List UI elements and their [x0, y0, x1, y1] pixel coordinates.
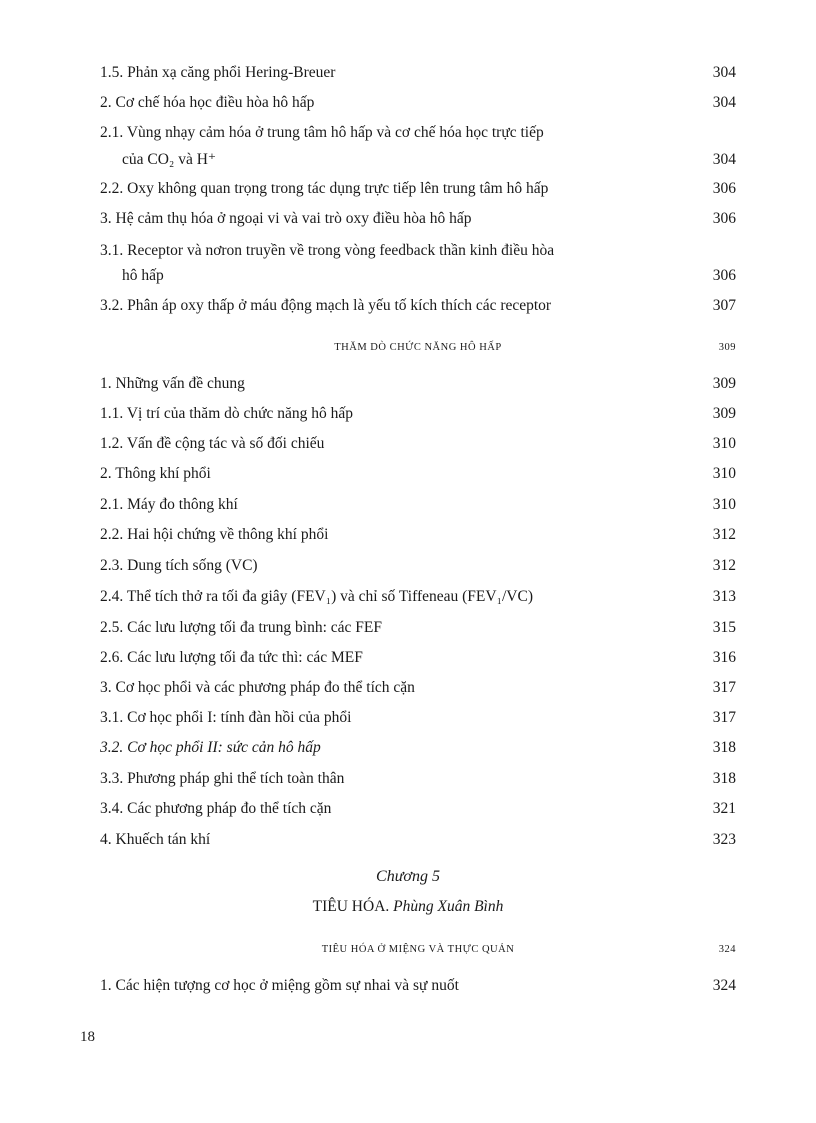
toc-entry	[100, 92, 736, 113]
toc-entry-title: 3.1. Cơ học phổi I: tính đàn hồi của phổi	[100, 709, 352, 726]
toc-entry	[100, 494, 736, 515]
toc-entry-page: 309	[712, 405, 736, 422]
toc-entry	[100, 178, 736, 199]
toc-entry-title: 2.2. Oxy không quan trọng trong tác dụng trực tiếp lên trung tâm hô hấp	[100, 180, 549, 197]
chapter-title	[0, 898, 816, 916]
toc-entry-title: 3.4. Các phương pháp đo thể tích cặn	[100, 800, 332, 817]
toc-entry-page: 312	[712, 557, 736, 574]
toc-entry-page: 312	[712, 526, 736, 543]
toc-entry-page: 310	[712, 496, 736, 513]
toc-entry-title: 2.1. Máy đo thông khí	[100, 496, 238, 513]
toc-entry	[100, 829, 736, 850]
toc-entry	[100, 373, 736, 394]
toc-entry	[100, 62, 736, 83]
toc-entry-page: 304	[712, 94, 736, 111]
toc-entry	[100, 677, 736, 698]
toc-entry-page: 310	[712, 465, 736, 482]
toc-entry-page: 304	[712, 64, 736, 81]
toc-entry	[100, 240, 736, 286]
toc-entry-title: 3. Hệ cảm thụ hóa ở ngoại vi và vai trò oxy điều hòa hô hấp	[100, 210, 472, 227]
toc-entry	[100, 122, 736, 170]
toc-entry	[100, 463, 736, 484]
section-heading-page: 324	[718, 944, 736, 955]
chapter-author: Phùng Xuân Bình	[393, 898, 504, 915]
chapter-label: Chương 5	[376, 868, 440, 885]
chapter-title-text: TIÊU HÓA.	[312, 898, 390, 915]
toc-entry-title: 2.3. Dung tích sống (VC)	[100, 557, 258, 574]
toc-entry	[100, 707, 736, 728]
toc-entry-page: 309	[712, 375, 736, 392]
page-number: 18	[80, 1029, 95, 1045]
toc-entry-page: 306	[712, 267, 736, 284]
toc-entry-title: 3.2. Cơ học phổi II: sức cản hô hấp	[100, 739, 321, 756]
section-heading-title: THĂM DÒ CHỨC NĂNG HÔ HẤP	[334, 342, 502, 353]
toc-entry-page: 310	[712, 435, 736, 452]
toc-entry	[100, 433, 736, 454]
toc-entry-page: 323	[712, 831, 736, 848]
toc-entry-page: 318	[712, 739, 736, 756]
toc-entry	[100, 403, 736, 424]
toc-entry-continuation: của CO₂ và H⁺	[122, 151, 217, 168]
toc-entry-page: 317	[712, 709, 736, 726]
toc-entry	[100, 555, 736, 576]
toc-entry-page: 318	[712, 770, 736, 787]
toc-entry	[100, 586, 736, 607]
toc-entry-title: 1.5. Phản xạ căng phổi Hering-Breuer	[100, 64, 336, 81]
toc-entry-title: 2.4. Thể tích thở ra tối đa giây (FEV₁) và chỉ số Tiffeneau (FEV₁/VC)	[100, 588, 533, 605]
toc-entry-page: 321	[712, 800, 736, 817]
toc-entry-title: 2. Cơ chế hóa học điều hòa hô hấp	[100, 94, 315, 111]
toc-entry	[100, 768, 736, 789]
toc-entry	[100, 798, 736, 819]
toc-entry-page: 317	[712, 679, 736, 696]
toc-entry-page: 306	[712, 210, 736, 227]
toc-entry-title: 2.1. Vùng nhạy cảm hóa ở trung tâm hô hấp và cơ chế hóa học trực tiếp	[100, 124, 544, 141]
toc-entry-title: 2. Thông khí phổi	[100, 465, 211, 482]
toc-entry-page: 313	[712, 588, 736, 605]
toc-entry-title: 2.5. Các lưu lượng tối đa trung bình: các FEF	[100, 619, 383, 636]
toc-entry-title: 3. Cơ học phổi và các phương pháp đo thể tích cặn	[100, 679, 415, 696]
section-heading-title: TIÊU HÓA Ở MIỆNG VÀ THỰC QUẢN	[321, 944, 515, 955]
toc-entry-title: 1. Các hiện tượng cơ học ở miệng gồm sự nhai và sự nuốt	[100, 977, 459, 994]
toc-entry-page: 304	[712, 151, 736, 168]
toc-entry	[100, 617, 736, 638]
toc-entry-title: 2.2. Hai hội chứng về thông khí phổi	[100, 526, 329, 543]
toc-entry	[100, 737, 736, 758]
toc-entry	[100, 524, 736, 545]
toc-entry-page: 306	[712, 180, 736, 197]
toc-entry-title: 3.2. Phân áp oxy thấp ở máu động mạch là yếu tố kích thích các receptor	[100, 297, 552, 314]
toc-entry	[100, 647, 736, 668]
toc-entry-title: 1.1. Vị trí của thăm dò chức năng hô hấp	[100, 405, 354, 422]
toc-entry-page: 324	[712, 977, 736, 994]
toc-entry-title: 3.3. Phương pháp ghi thể tích toàn thân	[100, 770, 345, 787]
section-heading-page: 309	[718, 342, 736, 353]
toc-entry	[100, 975, 736, 996]
toc-entry-page: 315	[712, 619, 736, 636]
toc-entry-title: 4. Khuếch tán khí	[100, 831, 211, 848]
toc-entry-title: 1.2. Vấn đề cộng tác và số đối chiếu	[100, 435, 325, 452]
toc-entry-continuation: hô hấp	[122, 267, 164, 284]
toc-entry-title: 3.1. Receptor và nơron truyền về trong vòng feedback thần kinh điều hòa	[100, 242, 555, 259]
toc-entry	[100, 208, 736, 229]
toc-entry-page: 316	[712, 649, 736, 666]
toc-entry-title: 1. Những vấn đề chung	[100, 375, 245, 392]
toc-entry-page: 307	[712, 297, 736, 314]
toc-entry-title: 2.6. Các lưu lượng tối đa tức thì: các MEF	[100, 649, 363, 666]
toc-entry	[100, 295, 736, 316]
